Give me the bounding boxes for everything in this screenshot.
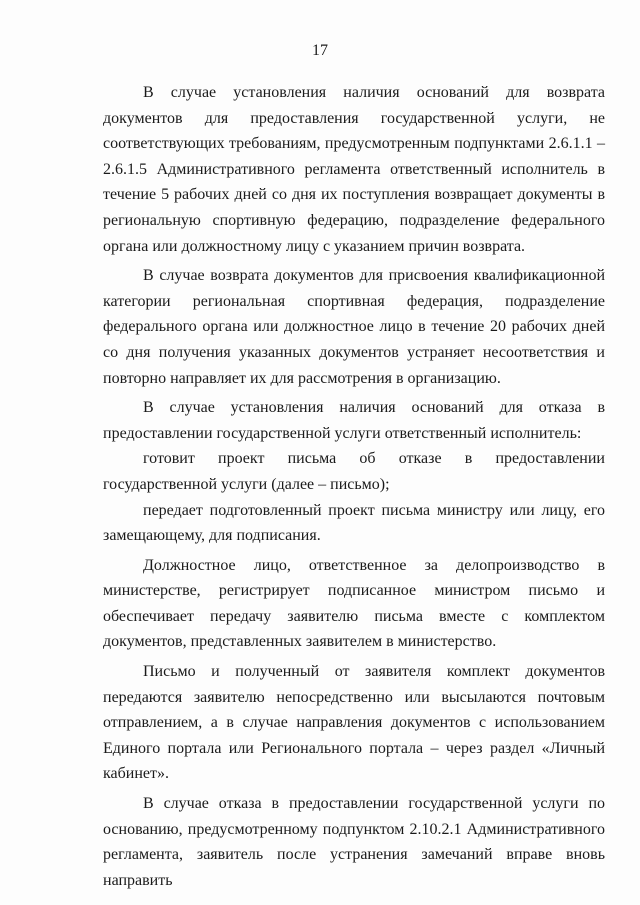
paragraph-refusal-grounds: В случае установления наличия оснований для отказа в предоставлении государственной услуги ответственный исполнитель: [103,399,605,442]
paragraph-delivery: Письмо и полученный от заявителя комплект документов передаются заявителю непосредственно или высылаются почтовым отправлением, а в случае направления документов с использованием Единого портала или Регионального портала – через раздел «Личный кабинет». [103,663,605,783]
paragraph-prepare-letter: готовит проект письма об отказе в предоставлении государственной услуги (далее – письмо); [103,450,605,493]
document-body [103,80,605,893]
page-number: 17 [312,42,328,59]
paragraph-transfer-for-signing: передает подготовленный проект письма министру или лицу, его замещающему, для подписания. [103,501,605,545]
paragraph-resubmission: В случае возврата документов для присвоения квалификационной категории региональная спортивная федерация, подразделение федерального органа или должностное лицо в течение 20 рабочих дней со дня получения указанных документов устраняет несоответствия и повторно направляет их для рассмотрения в организацию. [103,267,605,387]
paragraph-registration: Должностное лицо, ответственное за делопроизводство в министерстве, регистрирует подписанное министром письмо и обеспечивает передачу заявителю письма вместе с комплектом документов, представленных заявителем в министерство. [103,556,605,651]
paragraph-return-documents: В случае установления наличия оснований для возврата документов для предоставления государственной услуги, не соответствующих требованиям, предусмотренным подпунктами 2.6.1.1 – 2.6.1.5 Административного регламента ответственный исполнитель в течение 5 рабочих дней со дня их поступления возвращает документы в региональную спортивную федерацию, подразделение федерального органа или должностному лицу с указанием причин возврата. [103,84,605,255]
paragraph-reapplication: В случае отказа в предоставлении государственной услуги по основанию, предусмотренному подпунктом 2.10.2.1 Административного регламента, заявитель после устранения замечаний вправе вновь направить [103,795,605,889]
